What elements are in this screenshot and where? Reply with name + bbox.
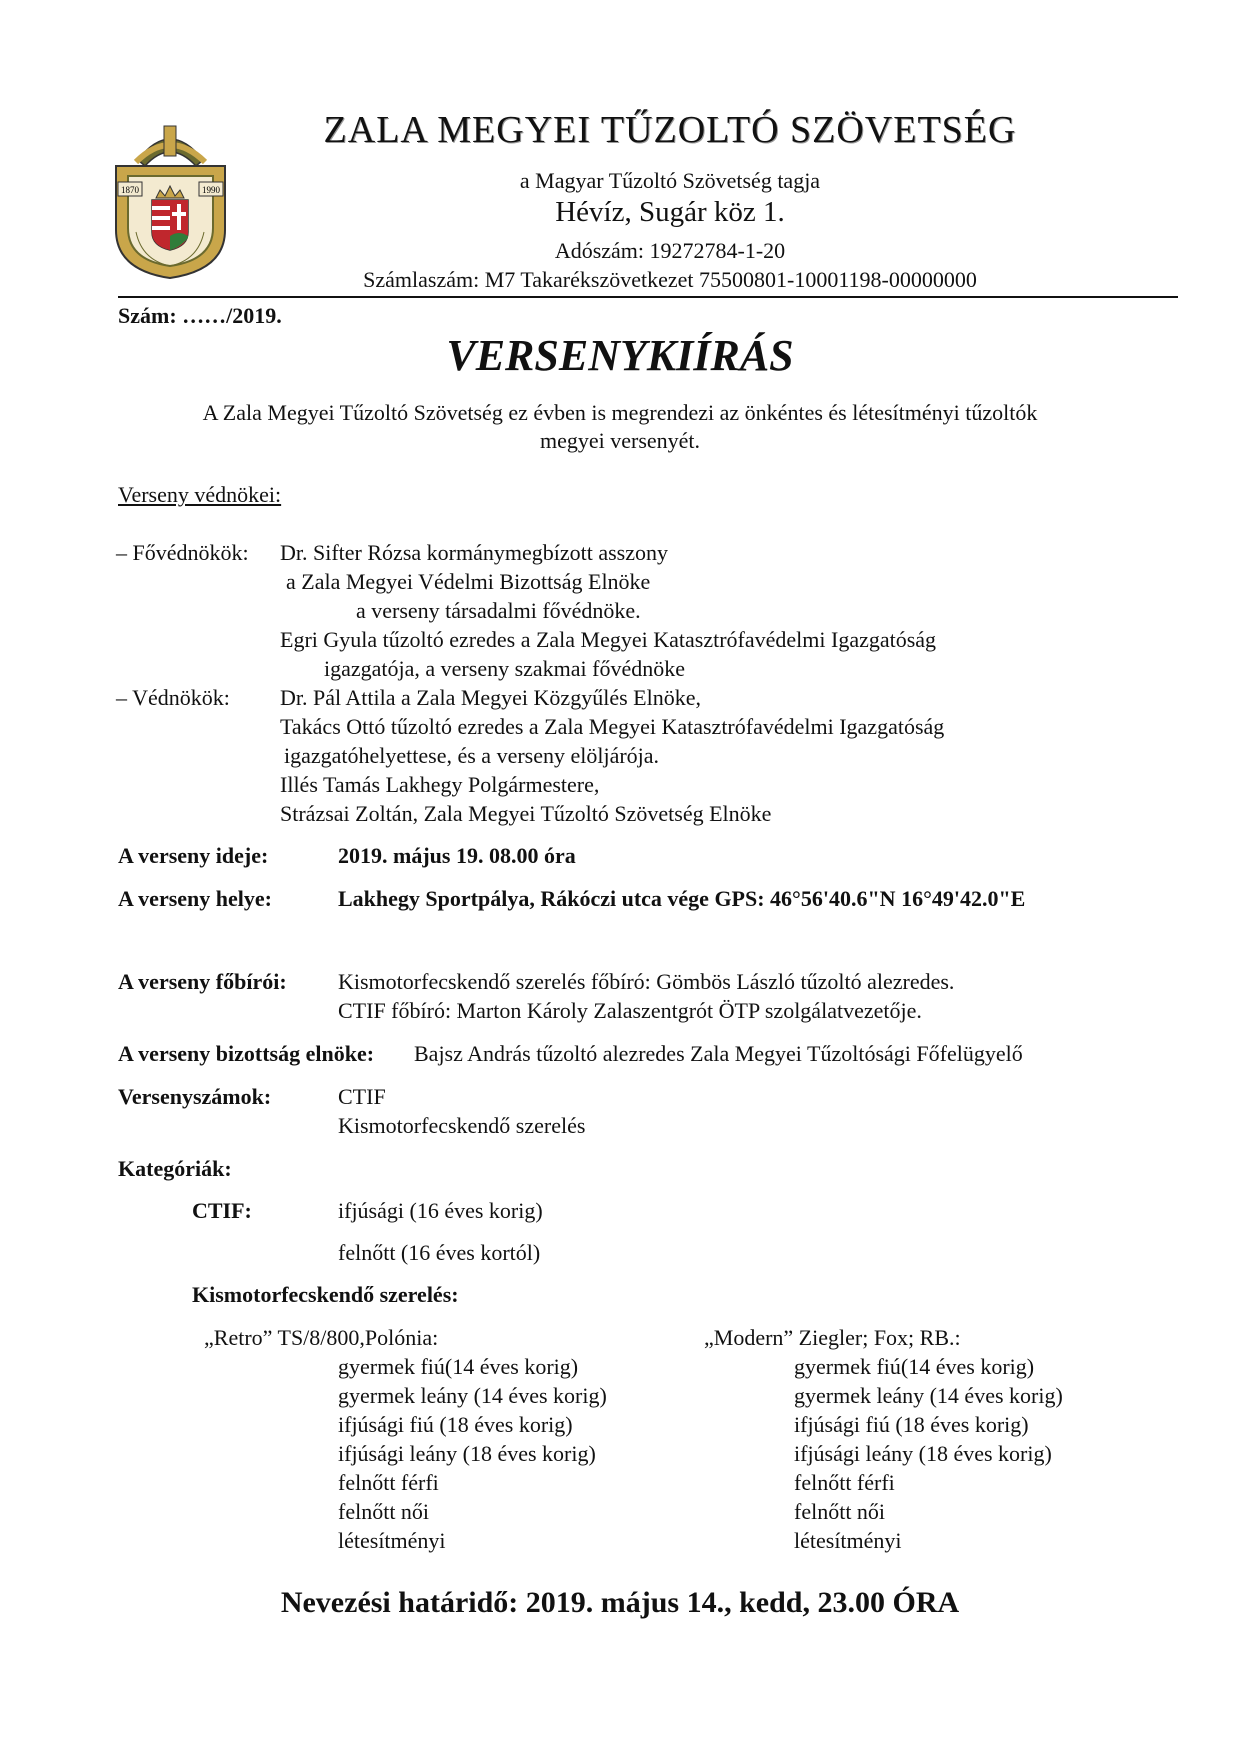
categories-heading: Kategóriák:: [118, 1156, 232, 1181]
modern-category: ifjúsági fiú (18 éves korig): [794, 1412, 1029, 1437]
patrons-heading: Verseny védnökei:: [118, 482, 282, 507]
ctif-category: felnőtt (16 éves kortól): [338, 1240, 541, 1265]
place-value: Lakhegy Sportpálya, Rákóczi utca vége GPS: 46°56'40.6"N 16°49'42.0"E: [338, 886, 1026, 911]
modern-category: létesítményi: [794, 1528, 902, 1553]
kismotor-label: Kismotorfecskendő szerelés:: [192, 1282, 459, 1307]
tax-number: Adószám: 19272784-1-20: [554, 238, 786, 263]
retro-category: felnőtt női: [338, 1499, 430, 1524]
patron-line: Takács Ottó tűzoltó ezredes a Zala Megyei Katasztrófavédelmi Igazgatóság: [280, 714, 945, 739]
retro-category: gyermek fiú(14 éves korig): [338, 1354, 579, 1379]
retro-category: felnőtt férfi: [338, 1470, 439, 1495]
ctif-category: ifjúsági (16 éves korig): [338, 1198, 543, 1223]
header-divider: [118, 296, 1178, 298]
retro-category: ifjúsági leány (18 éves korig): [338, 1441, 596, 1466]
retro-category: létesítményi: [338, 1528, 446, 1553]
document-number: Szám: ……/2019.: [118, 303, 282, 328]
deadline-label: Nevezési határidő: [280, 1586, 509, 1619]
retro-category: ifjúsági fiú (18 éves korig): [338, 1412, 573, 1437]
modern-category: felnőtt férfi: [794, 1470, 895, 1495]
chief-patron-line: a Zala Megyei Védelmi Bizottság Elnöke: [286, 569, 651, 594]
intro-line-1: A Zala Megyei Tűzoltó Szövetség ez évben is megrendezi az önkéntes és létesítményi tűzoltók: [202, 400, 1038, 425]
chief-patrons-label: – Fővédnökök:: [116, 540, 249, 565]
org-address: Hévíz, Sugár köz 1.: [555, 196, 785, 228]
intro-line-2: megyei versenyét.: [539, 428, 701, 453]
place-label: A verseny helye:: [118, 886, 272, 911]
patron-line: Dr. Pál Attila a Zala Megyei Közgyűlés Elnöke,: [280, 685, 701, 710]
modern-category: ifjúsági leány (18 éves korig): [794, 1441, 1052, 1466]
event-item: Kismotorfecskendő szerelés: [338, 1113, 586, 1138]
patron-line: igazgatóhelyettese, és a verseny elöljárója.: [284, 743, 660, 768]
committee-label: A verseny bizottság elnöke:: [118, 1041, 375, 1066]
retro-heading: „Retro” TS/8/800,Polónia:: [204, 1325, 439, 1350]
org-name: ZALA MEGYEI TŰZOLTÓ SZÖVETSÉG: [323, 109, 1017, 151]
deadline-value: : 2019. május 14., kedd, 23.00 ÓRA: [508, 1586, 960, 1619]
modern-category: felnőtt női: [794, 1499, 886, 1524]
event-item: CTIF: [338, 1084, 386, 1109]
judges-label: A verseny főbírói:: [118, 969, 287, 994]
judges-line: CTIF főbíró: Marton Károly Zalaszentgrót ÖTP szolgálatvezetője.: [338, 998, 922, 1023]
chief-patron-line: igazgatója, a verseny szakmai fővédnöke: [324, 656, 686, 681]
committee-value: Bajsz András tűzoltó alezredes Zala Megyei Tűzoltósági Főfelügyelő: [414, 1041, 1023, 1066]
page-title: VERSENYKIÍRÁS: [446, 331, 794, 380]
modern-category: gyermek fiú(14 éves korig): [794, 1354, 1035, 1379]
patron-line: Illés Tamás Lakhegy Polgármestere,: [280, 772, 600, 797]
patron-line: Strázsai Zoltán, Zala Megyei Tűzoltó Szövetség Elnöke: [280, 801, 772, 826]
time-label: A verseny ideje:: [118, 843, 269, 868]
chief-patron-line: Dr. Sifter Rózsa kormánymegbízott asszony: [280, 540, 668, 565]
org-subtitle: a Magyar Tűzoltó Szövetség tagja: [519, 168, 821, 193]
deadline: [0, 1586, 1240, 1620]
modern-heading: „Modern” Ziegler; Fox; RB.:: [704, 1325, 961, 1350]
svg-text:1870: 1870: [121, 185, 139, 195]
patrons-label: – Védnökök:: [116, 685, 230, 710]
judges-line: Kismotorfecskendő szerelés főbíró: Gömbös László tűzoltó alezredes.: [338, 969, 955, 994]
ctif-label: CTIF:: [192, 1198, 252, 1223]
retro-category: gyermek leány (14 éves korig): [338, 1383, 607, 1408]
time-value: 2019. május 19. 08.00 óra: [338, 843, 576, 868]
svg-text:1990: 1990: [202, 185, 220, 195]
account-number: Számlaszám: M7 Takarékszövetkezet 75500801-10001198-00000000: [363, 267, 977, 292]
events-label: Versenyszámok:: [118, 1084, 272, 1109]
chief-patron-line: a verseny társadalmi fővédnöke.: [356, 598, 641, 623]
modern-category: gyermek leány (14 éves korig): [794, 1383, 1063, 1408]
chief-patron-line: Egri Gyula tűzoltó ezredes a Zala Megyei Katasztrófavédelmi Igazgatóság: [280, 627, 937, 652]
